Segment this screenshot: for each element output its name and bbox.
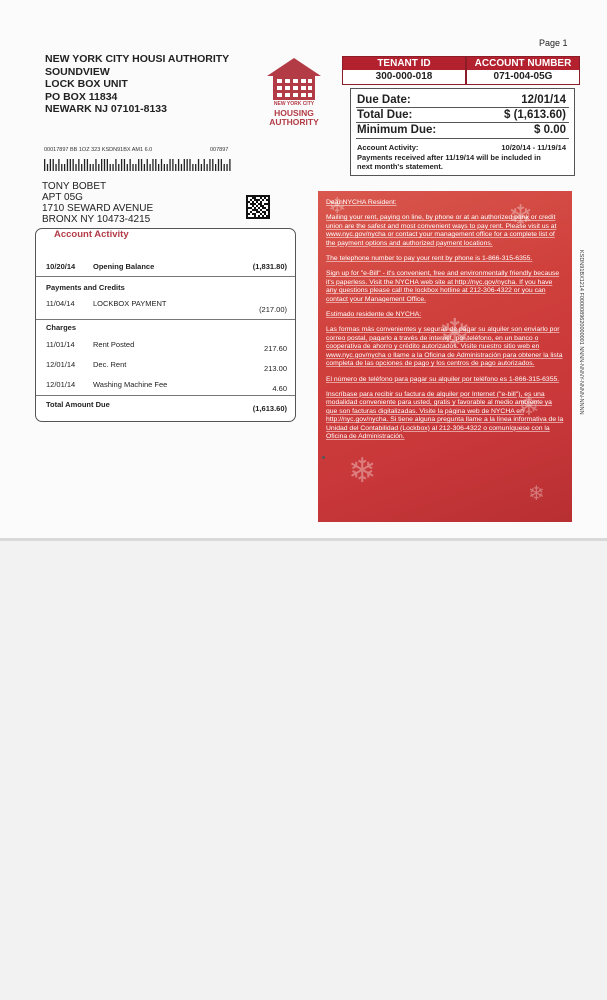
code-cell: [254, 213, 256, 215]
sender-line: NEWARK NJ 07101-8133: [45, 103, 167, 115]
snowflake-icon: ❄: [518, 391, 540, 421]
barcode-bar: [164, 164, 165, 171]
message-text: [326, 199, 564, 448]
total-amount: (1,613.60): [252, 404, 287, 413]
barcode-bar: [204, 159, 205, 171]
code-cell: [262, 205, 264, 207]
divider: [36, 319, 295, 320]
code-cell: [246, 211, 248, 213]
charge-desc: Rent Posted: [93, 340, 135, 349]
barcode-bar: [189, 159, 190, 171]
barcode-bar: [70, 159, 71, 171]
lower-page-section: [0, 540, 607, 1000]
barcode-bar: [144, 164, 145, 171]
code-cell: [248, 201, 250, 203]
code-cell: [254, 207, 256, 209]
barcode-bar: [115, 159, 116, 171]
barcode-bar: [206, 164, 207, 171]
code-cell: [260, 197, 262, 199]
code-cell: [268, 207, 270, 209]
code-cell: [262, 217, 264, 219]
barcode-bar: [44, 159, 45, 171]
barcode-bar: [195, 164, 196, 171]
code-cell: [256, 209, 258, 211]
sender-line: PO BOX 11834: [45, 90, 118, 103]
code-cell: [256, 195, 258, 197]
account-activity-title: Account Activity: [54, 229, 129, 240]
message-paragraph: Mailing your rent, paying on line, by phone or at an authorized bank or credit union are the safest and most convenient ways to pay rent. Please visit us at www.nyc.gov/nycha or contact your management office for a complete list of the payment options and authorized payment locations.: [326, 214, 557, 247]
code-cell: [268, 197, 270, 199]
code-cell: [258, 215, 260, 217]
code-cell: [260, 209, 262, 211]
minimum-due-label: Minimum Due:: [357, 124, 437, 136]
message-paragraph: El número de teléfono para pagar su alquiler por teléfono es 1-866-315-6355.: [326, 375, 560, 383]
barcode-bar: [53, 159, 54, 171]
code-cell: [246, 197, 248, 199]
barcode-bar: [229, 159, 230, 171]
barcode-bar: [101, 159, 102, 171]
barcode-bar: [169, 159, 170, 171]
barcode-bar: [75, 164, 76, 171]
code-cell: [268, 209, 270, 211]
code-cell: [256, 199, 258, 201]
tenant-id-value: 300-000-018: [375, 71, 433, 82]
code-cell: [246, 195, 248, 197]
barcode-bar: [135, 164, 136, 171]
barcode-bar: [121, 159, 122, 171]
charge-date: 12/01/14: [46, 360, 76, 369]
postal-barcode-icon: [44, 159, 234, 171]
charge-amount: 4.60: [272, 384, 287, 393]
code-cell: [248, 213, 250, 215]
code-cell: [250, 211, 252, 213]
account-number-value: 071-004-05G: [493, 71, 553, 82]
opening-amount: (1,831.80): [252, 262, 287, 271]
barcode-bar: [95, 159, 96, 171]
barcode-bar: [178, 159, 179, 171]
activity-period-value: 10/20/14 - 11/19/14: [501, 143, 566, 152]
message-paragraph: Sign up for "e-Bill" - it's convenient, free and environmentally friendly because it's paperless. Visit the NYCHA web site at http://nyc.gov/nycha. If you have any questions please call the lockbox hotline at 212-306-4322 or you can contact your Management Office.: [326, 270, 560, 303]
charge-amount: 213.00: [264, 364, 287, 373]
code-cell: [258, 195, 260, 197]
payments-header: Payments and Credits: [46, 283, 125, 292]
code-cell: [248, 195, 250, 197]
code-cell: [264, 197, 266, 199]
message-greeting-es: Estimado residente de NYCHA:: [326, 311, 422, 319]
code-cell: [252, 213, 254, 215]
code-cell: [268, 199, 270, 201]
barcode-bar: [118, 164, 119, 171]
code-cell: [268, 205, 270, 207]
code-cell: [266, 215, 268, 217]
total-due-value: $ (1,613.60): [503, 109, 566, 121]
barcode-bar: [147, 159, 148, 171]
barcode-bar: [192, 164, 193, 171]
barcode-bar: [138, 159, 139, 171]
barcode-bar: [175, 164, 176, 171]
code-cell: [256, 217, 258, 219]
code-cell: [246, 205, 248, 207]
barcode-bar: [81, 164, 82, 171]
code-cell: [264, 211, 266, 213]
logo-wordmark: [258, 100, 330, 127]
barcode-bar: [84, 159, 85, 171]
divider: [356, 122, 569, 123]
barcode-bar: [149, 164, 150, 171]
recipient-street: 1710 SEWARD AVENUE: [42, 203, 154, 214]
code-cell: [254, 215, 256, 217]
code-cell: [250, 195, 252, 197]
payment-amount: (217.00): [259, 305, 287, 314]
barcode-bar: [90, 164, 91, 171]
message-paragraph: Inscríbase para recibir su factura de alquiler por Internet ("e-bill"), es una modalidad conveniente para usted, gratis y favorable al medio ambiente ya que son facturas digitalizadas. Visite la página web de NYCHA en http://nyc.gov/nycha. Si tiene alguna pregunta llame a la línea informativa de la Unidad del Contabilidad (Lockbox) al 212-306-4322 o comuníquese con la Oficina de Administración.: [326, 390, 564, 440]
barcode-bar: [201, 164, 202, 171]
code-cell: [246, 201, 248, 203]
code-cell: [254, 195, 256, 197]
charge-date: 12/01/14: [46, 380, 76, 389]
total-label: Total Amount Due: [46, 400, 110, 409]
due-date-row: [357, 94, 566, 106]
barcode-bar: [158, 164, 159, 171]
account-number-box: [466, 56, 580, 85]
barcode-bar: [132, 164, 133, 171]
barcode-bar: [107, 159, 108, 171]
barcode-bar: [172, 159, 173, 171]
sender-address: [45, 53, 229, 116]
code-cell: [246, 213, 248, 215]
barcode-bar: [155, 159, 156, 171]
code-cell: [262, 207, 264, 209]
code-cell: [252, 195, 254, 197]
barcode-bar: [55, 164, 56, 171]
code-cell: [252, 201, 254, 203]
code-cell: [256, 205, 258, 207]
code-cell: [266, 203, 268, 205]
code-cell: [250, 203, 252, 205]
barcode-bar: [152, 159, 153, 171]
minimum-due-row: [357, 124, 566, 136]
barcode-bar: [112, 164, 113, 171]
code-cell: [248, 217, 250, 219]
due-date-value: 12/01/14: [521, 94, 566, 106]
page-number: Page 1: [539, 38, 568, 48]
barcode-bar: [226, 164, 227, 171]
due-summary-box: [350, 88, 575, 176]
payment-desc: LOCKBOX PAYMENT: [93, 299, 167, 308]
payment-note: Payments received after 11/19/14 will be included in next month's statement.: [357, 153, 541, 171]
code-cell: [268, 217, 270, 219]
logo-line: HOUSING: [274, 108, 314, 118]
snowflake-icon: ❄: [348, 452, 377, 490]
logo-line: AUTHORITY: [269, 117, 319, 127]
code-cell: [246, 209, 248, 211]
barcode-bar: [224, 164, 225, 171]
code-cell: [266, 217, 268, 219]
barcode-bar: [130, 159, 131, 171]
code-cell: [268, 215, 270, 217]
code-cell: [256, 211, 258, 213]
divider: [36, 276, 295, 277]
barcode-bar: [187, 159, 188, 171]
snowflake-icon: ❄: [528, 483, 545, 505]
code-cell: [262, 211, 264, 213]
due-date-label: Due Date:: [357, 94, 411, 106]
barcode-bar: [161, 159, 162, 171]
barcode-bar: [64, 164, 65, 171]
barcode-bar: [218, 159, 219, 171]
code-cell: [252, 217, 254, 219]
barcode-bar: [61, 164, 62, 171]
snowflake-icon: ❄: [438, 312, 472, 356]
recipient-address: [42, 181, 153, 225]
divider: [356, 138, 569, 139]
code-cell: [254, 203, 256, 205]
fold-line: [0, 538, 607, 541]
code-cell: [258, 207, 260, 209]
barcode-bar: [110, 164, 111, 171]
code-cell: [258, 211, 260, 213]
logo-line: NEW YORK CITY: [273, 101, 315, 107]
code-cell: [248, 207, 250, 209]
charge-date: 11/01/14: [46, 340, 75, 349]
message-greeting: Dear NYCHA Resident:: [326, 199, 397, 206]
message-paragraph: Las formas más convenientes y seguras de pagar su alquiler son enviarlo por correo postal, pagarlo a través de internet, por teléfono, en un banco o cooperativa de ahorro y crédito autorizados. Visite nuestro sitio web en www.nyc.gov/nycha o llame a la Oficina de Administración para obtener la lista completa de las opciones de pago y los centros de pago autorizados.: [326, 326, 563, 368]
account-activity-box: [35, 228, 296, 422]
barcode-bar: [92, 164, 93, 171]
code-cell: [250, 199, 252, 201]
account-number-label: ACCOUNT NUMBER: [467, 57, 579, 70]
code-cell: [260, 213, 262, 215]
code-cell: [252, 205, 254, 207]
barcode-bar: [87, 159, 88, 171]
charge-amount: 217.60: [264, 344, 287, 353]
code-cell: [256, 201, 258, 203]
code-cell: [252, 197, 254, 199]
barcode-bar: [98, 164, 99, 171]
code-cell: [266, 209, 268, 211]
recipient-name: TONY BOBET: [42, 181, 107, 192]
code-cell: [252, 203, 254, 205]
barcode-bar: [198, 159, 199, 171]
divider: [356, 107, 569, 108]
code-cell: [258, 203, 260, 205]
code-cell: [264, 217, 266, 219]
code-cell: [264, 195, 266, 197]
sender-line: NEW YORK CITY HOUSI AUTHORITY: [45, 53, 230, 65]
opening-date: 10/20/14: [46, 262, 76, 271]
divider: [36, 395, 295, 396]
code-cell: [268, 195, 270, 197]
barcode-bar: [58, 159, 59, 171]
recipient-apt: APT 05G: [42, 192, 83, 203]
payment-date: 11/04/14: [46, 299, 75, 308]
barcode-bar: [221, 159, 222, 171]
code-cell: [262, 199, 264, 201]
code-cell: [250, 207, 252, 209]
code-cell: [254, 197, 256, 199]
barcode-bar: [141, 159, 142, 171]
code-cell: [246, 207, 248, 209]
charge-desc: Dec. Rent: [93, 360, 127, 369]
code-cell: [260, 201, 262, 203]
code-cell: [246, 203, 248, 205]
code-cell: [254, 199, 256, 201]
code-cell: [254, 217, 256, 219]
barcode-bar: [209, 159, 210, 171]
code-cell: [252, 209, 254, 211]
recipient-city: BRONX NY 10473-4215: [42, 214, 151, 225]
code-cell: [258, 199, 260, 201]
code-cell: [254, 209, 256, 211]
code-cell: [260, 217, 262, 219]
code-cell: [262, 215, 264, 217]
datamatrix-code-icon: [246, 195, 270, 219]
resident-message-panel: [318, 191, 572, 522]
sender-line: LOCK BOX UNIT: [45, 78, 128, 90]
code-cell: [260, 195, 262, 197]
barcode-bar: [127, 164, 128, 171]
code-cell: [264, 213, 266, 215]
code-cell: [246, 199, 248, 201]
barcode-bar: [167, 164, 168, 171]
barcode-bar: [124, 159, 125, 171]
scan-code-suffix: 007897: [210, 147, 229, 153]
opening-label: Opening Balance: [93, 262, 155, 271]
message-paragraph: The telephone number to pay your rent by phone is 1-866-315-6355.: [326, 255, 533, 263]
barcode-bar: [47, 164, 48, 171]
total-due-label: Total Due:: [357, 109, 413, 121]
barcode-bar: [73, 159, 74, 171]
code-cell: [250, 217, 252, 219]
speck: [322, 456, 325, 459]
tenant-id-label: TENANT ID: [343, 57, 465, 70]
tenant-id-box: [342, 56, 466, 85]
barcode-bar: [50, 159, 51, 171]
sender-line: SOUNDVIEW: [45, 65, 110, 78]
code-cell: [260, 203, 262, 205]
activity-period-label: Account Activity:: [357, 143, 419, 152]
barcode-bar: [104, 159, 105, 171]
code-cell: [246, 217, 248, 219]
code-cell: [268, 201, 270, 203]
activity-period-row: [357, 143, 566, 152]
total-due-row: [357, 109, 566, 121]
code-cell: [266, 195, 268, 197]
minimum-due-value: $ 0.00: [534, 124, 566, 136]
barcode-bar: [215, 164, 216, 171]
scan-code: 00017897 BB 1OZ 323 KSDN91BX AM1 6.0: [44, 147, 153, 153]
code-cell: [260, 205, 262, 207]
code-cell: [262, 195, 264, 197]
code-cell: [268, 211, 270, 213]
barcode-bar: [67, 159, 68, 171]
barcode-bar: [212, 159, 213, 171]
snowflake-icon: ❄: [328, 193, 347, 218]
code-cell: [264, 207, 266, 209]
barcode-bar: [78, 159, 79, 171]
barcode-bar: [184, 159, 185, 171]
code-cell: [258, 217, 260, 219]
code-cell: [264, 203, 266, 205]
charge-desc: Washing Machine Fee: [93, 380, 168, 389]
code-cell: [268, 203, 270, 205]
side-code: KSDN91BX1214 F0000089620000001 NNNN-NNNY-NNNN-NNNN: [578, 250, 584, 415]
code-cell: [246, 215, 248, 217]
barcode-bar: [181, 164, 182, 171]
code-cell: [266, 199, 268, 201]
snowflake-icon: ❄: [508, 200, 534, 233]
code-cell: [268, 213, 270, 215]
charges-header: Charges: [46, 323, 77, 332]
